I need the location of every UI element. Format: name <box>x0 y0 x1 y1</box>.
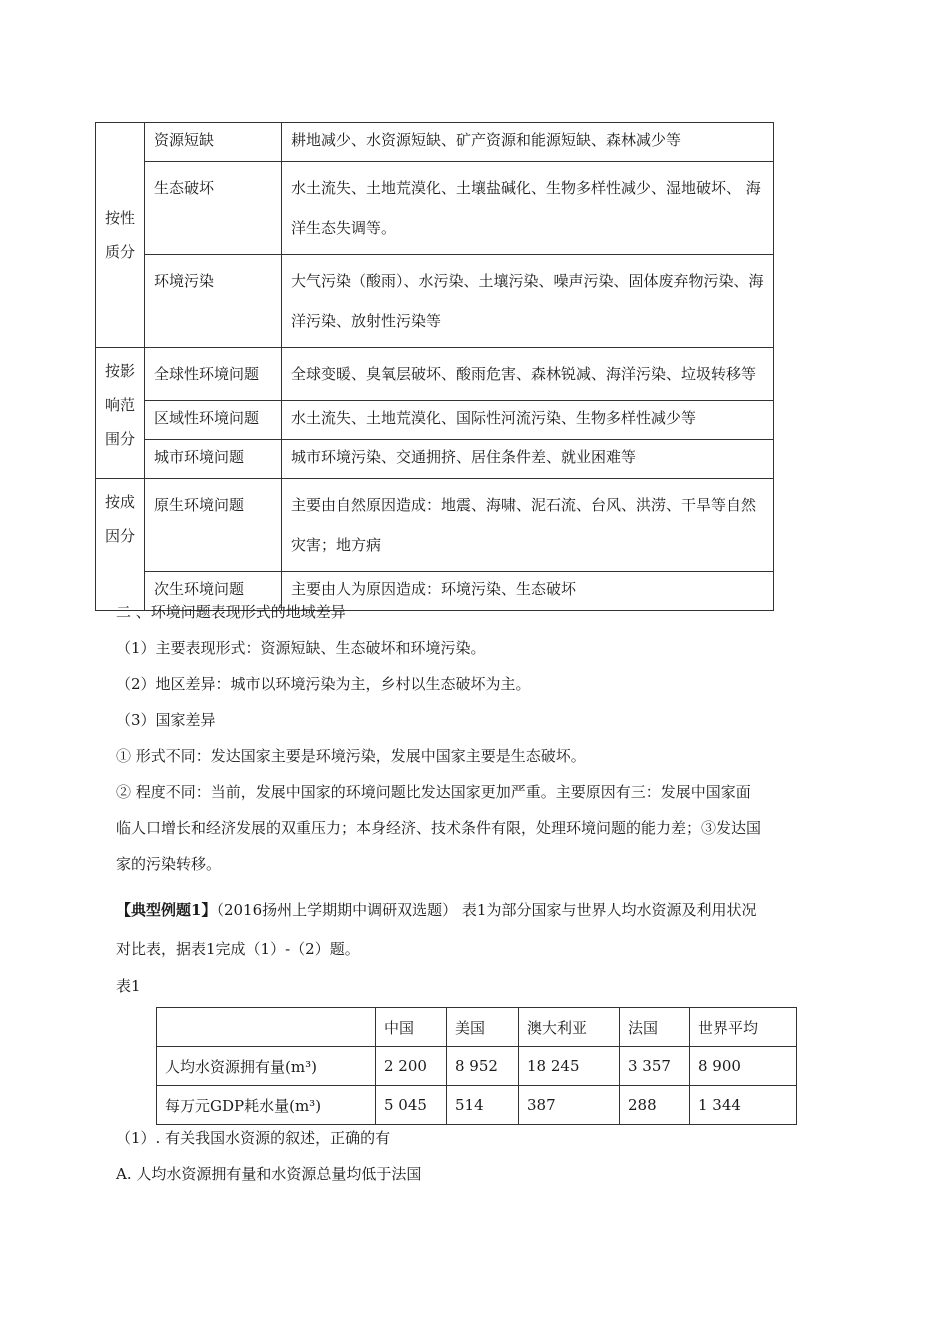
type-cell: 全球性环境问题 <box>145 348 282 401</box>
paragraph: 对比表，据表1完成（1）-（2）题。 <box>116 940 360 958</box>
example-intro <box>116 899 756 920</box>
data-cell: 2 200 <box>376 1047 447 1086</box>
examples-cell: 主要由自然原因造成：地震、海啸、泥石流、台风、洪涝、干旱等自然灾害；地方病 <box>282 479 774 572</box>
table-row <box>96 348 774 401</box>
examples-cell: 水土流失、土地荒漠化、土壤盐碱化、生物多样性减少、湿地破坏、 海洋生态失调等。 <box>282 162 774 255</box>
type-cell: 环境污染 <box>145 255 282 348</box>
category-label: 按性质分 <box>104 209 135 261</box>
examples-cell: 城市环境污染、交通拥挤、居住条件差、就业困难等 <box>282 440 774 479</box>
category-cell <box>96 479 145 611</box>
header-cell: 世界平均 <box>690 1008 797 1047</box>
section-heading: 二 、环境问题表现形式的地域差异 <box>116 603 346 621</box>
table-caption: 表1 <box>116 977 141 995</box>
data-cell: 8 952 <box>447 1047 519 1086</box>
header-cell: 中国 <box>376 1008 447 1047</box>
table-row <box>157 1047 797 1086</box>
paragraph: 临人口增长和经济发展的双重压力；本身经济、技术条件有限，处理环境问题的能力差；③发达国 <box>116 819 762 837</box>
paragraph: （1）主要表现形式：资源短缺、生态破坏和环境污染。 <box>116 639 486 657</box>
type-cell: 资源短缺 <box>145 123 282 162</box>
examples-cell: 主要由人为原因造成：环境污染、生态破坏 <box>282 572 774 611</box>
examples-cell: 耕地减少、水资源短缺、矿产资源和能源短缺、森林减少等 <box>282 123 774 162</box>
table-row <box>96 440 774 479</box>
data-cell: 514 <box>447 1086 519 1125</box>
type-cell: 次生环境问题 <box>145 572 282 611</box>
row-label-cell: 每万元GDP耗水量(m³) <box>157 1086 376 1125</box>
examples-cell: 全球变暖、臭氧层破坏、酸雨危害、森林锐减、海洋污染、垃圾转移等 <box>282 348 774 401</box>
row-label-cell: 人均水资源拥有量(m³) <box>157 1047 376 1086</box>
table-row <box>96 162 774 255</box>
classification-table <box>95 122 774 611</box>
header-cell: 美国 <box>447 1008 519 1047</box>
category-label: 按影响范围分 <box>104 362 135 448</box>
header-cell: 法国 <box>620 1008 690 1047</box>
table-row <box>157 1086 797 1125</box>
paragraph: 家的污染转移。 <box>116 855 222 873</box>
table-row <box>96 123 774 162</box>
table-header-row <box>157 1008 797 1047</box>
data-cell: 5 045 <box>376 1086 447 1125</box>
table-row <box>96 401 774 440</box>
header-cell: 澳大利亚 <box>519 1008 620 1047</box>
paragraph: （2）地区差异：城市以环境污染为主，乡村以生态破坏为主。 <box>116 675 531 693</box>
type-cell: 城市环境问题 <box>145 440 282 479</box>
data-cell: 387 <box>519 1086 620 1125</box>
example-source: （2016扬州上学期期中调研双选题） 表1为部分国家与世界人均水资源及利用状况 <box>216 901 757 919</box>
examples-cell: 水土流失、土地荒漠化、国际性河流污染、生物多样性减少等 <box>282 401 774 440</box>
paragraph: ② 程度不同：当前，发展中国家的环境问题比发达国家更加严重。主要原因有三：发展中国家面 <box>116 783 751 801</box>
data-cell: 8 900 <box>690 1047 797 1086</box>
example-label: 【典型例题1】 <box>116 901 217 919</box>
type-cell: 原生环境问题 <box>145 479 282 572</box>
type-cell: 区域性环境问题 <box>145 401 282 440</box>
category-label: 按成因分 <box>104 493 135 545</box>
table-row <box>96 255 774 348</box>
category-cell <box>96 123 145 348</box>
data-cell: 3 357 <box>620 1047 690 1086</box>
data-cell: 288 <box>620 1086 690 1125</box>
header-cell <box>157 1008 376 1047</box>
table-row <box>96 479 774 572</box>
question-stem: （1）. 有关我国水资源的叙述，正确的有 <box>116 1129 391 1147</box>
examples-cell: 大气污染（酸雨）、水污染、土壤污染、噪声污染、固体废弃物污染、海洋污染、放射性污染等 <box>282 255 774 348</box>
type-cell: 生态破坏 <box>145 162 282 255</box>
paragraph: ① 形式不同：发达国家主要是环境污染，发展中国家主要是生态破坏。 <box>116 747 586 765</box>
data-cell: 18 245 <box>519 1047 620 1086</box>
category-cell <box>96 348 145 479</box>
answer-option-a: A. 人均水资源拥有量和水资源总量均低于法国 <box>116 1165 422 1183</box>
data-cell: 1 344 <box>690 1086 797 1125</box>
paragraph: （3）国家差异 <box>116 711 216 729</box>
water-resources-table <box>156 1007 797 1125</box>
